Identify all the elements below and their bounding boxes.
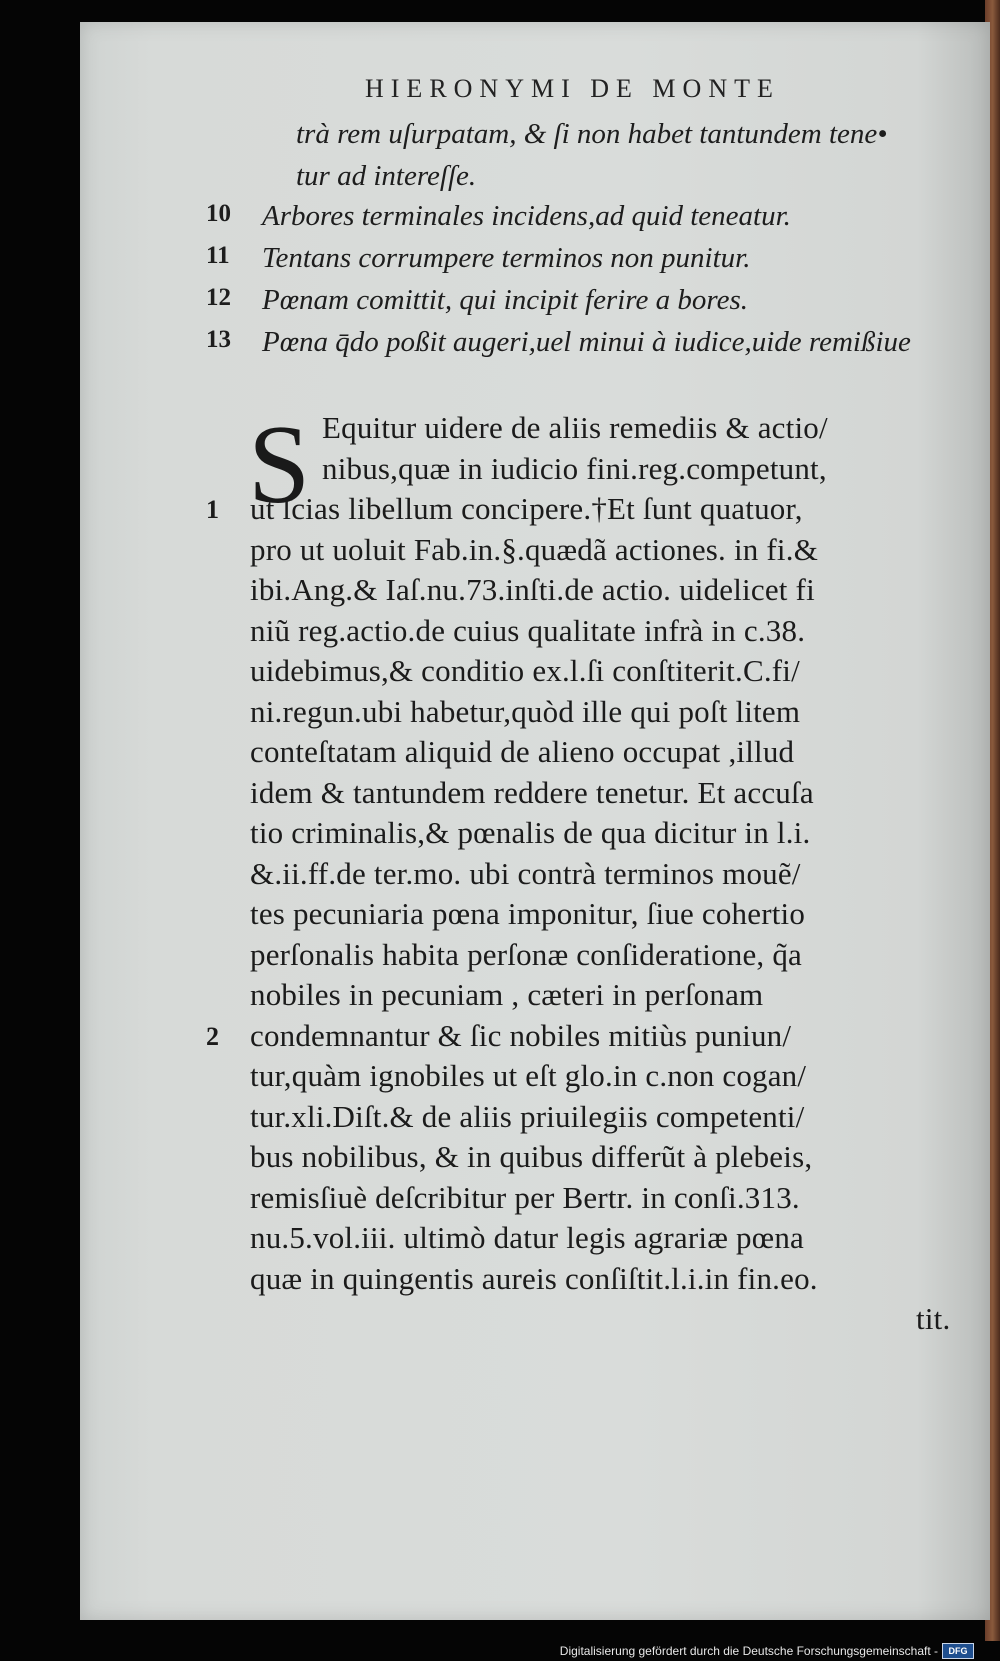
margin-number: 1	[206, 495, 219, 524]
summary-number: 13	[206, 326, 231, 353]
summary-number: 12	[206, 284, 231, 311]
summary-text: Pœna q̄do poßit augeri,uel minui à iudice,uide remißiue	[262, 326, 911, 358]
text-line: conteſtatam aliquid de alieno occupat ,illud	[250, 734, 795, 769]
summary-number: 11	[206, 242, 230, 269]
text-line: quæ in quingentis aureis conſiſtit.l.i.in fin.eo.	[250, 1260, 818, 1296]
text-line: ut ſcias libellum concipere.†Et ſunt quatuor,	[250, 491, 803, 526]
text-line: tit.	[916, 1301, 951, 1336]
dfg-logo: DFG	[942, 1643, 974, 1659]
running-title: HIERONYMI DE MONTE	[365, 74, 780, 103]
summary-text: tur ad intereſſe.	[296, 160, 477, 192]
text-line: pro ut uoluit Fab.in.§.quædã actiones. in fi.&	[250, 531, 819, 567]
text-line: ibi.Ang.& Iaſ.nu.73.inſti.de actio. uidelicet fi	[250, 572, 815, 607]
text-line: tio criminalis,& pœnalis de qua dicitur in l.i.	[250, 815, 811, 850]
text-line: ni.regun.ubi habetur,quòd ille qui poſt litem	[250, 693, 801, 729]
drop-capital: S	[248, 403, 311, 527]
text-line: &.ii.ff.de ter.mo. ubi contrà terminos mouẽ/	[250, 855, 801, 891]
text-line: bus nobilibus, & in quibus differũt à plebeis,	[250, 1139, 813, 1174]
text-line: tur,quàm ignobiles ut eſt glo.in c.non cogan/	[250, 1058, 807, 1093]
text-line: nu.5.vol.iii. ultimò datur legis agrariæ pœna	[250, 1220, 804, 1255]
margin-number: 2	[206, 1021, 219, 1051]
text-line: perſonalis habita perſonæ conſideratione, q̃a	[250, 936, 802, 972]
summary-number: 10	[206, 200, 231, 227]
summary-text: Arbores terminales incidens,ad quid teneatur.	[262, 200, 791, 232]
text-line: tur.xli.Diſt.& de aliis priuilegiis competenti/	[250, 1098, 805, 1134]
summary-text: Tentans corrumpere terminos non punitur.	[262, 242, 751, 274]
text-line: Equitur uidere de aliis remediis & actio/	[322, 410, 828, 445]
footer-credit-text: Digitalisierung gefördert durch die Deutsche Forschungsgemeinschaft -	[559, 1644, 938, 1658]
text-line: remisſiuè deſcribitur per Bertr. in conſi.313.	[250, 1179, 800, 1215]
text-line: condemnantur & ſic nobiles mitiùs puniun/	[250, 1017, 792, 1053]
text-line: niũ reg.actio.de cuius qualitate infrà in c.38.	[250, 612, 806, 648]
text-line: idem & tantundem reddere tenetur. Et accuſa	[250, 774, 814, 810]
text-line: uidebimus,& conditio ex.l.ſi conſtiterit.C.fi/	[250, 653, 800, 688]
summary-text: Pœnam comittit, qui incipit ferire a bores.	[262, 284, 748, 316]
text-line: nibus,quæ in iudicio fini.reg.competunt,	[322, 450, 827, 486]
footer-credit	[560, 1643, 974, 1659]
summary-text: trà rem uſurpatam, & ſi non habet tantundem tene•	[296, 118, 888, 150]
text-line: nobiles in pecuniam , cæteri in perſonam	[250, 977, 764, 1012]
text-line: tes pecuniaria pœna imponitur, ſiue cohertio	[250, 896, 806, 931]
